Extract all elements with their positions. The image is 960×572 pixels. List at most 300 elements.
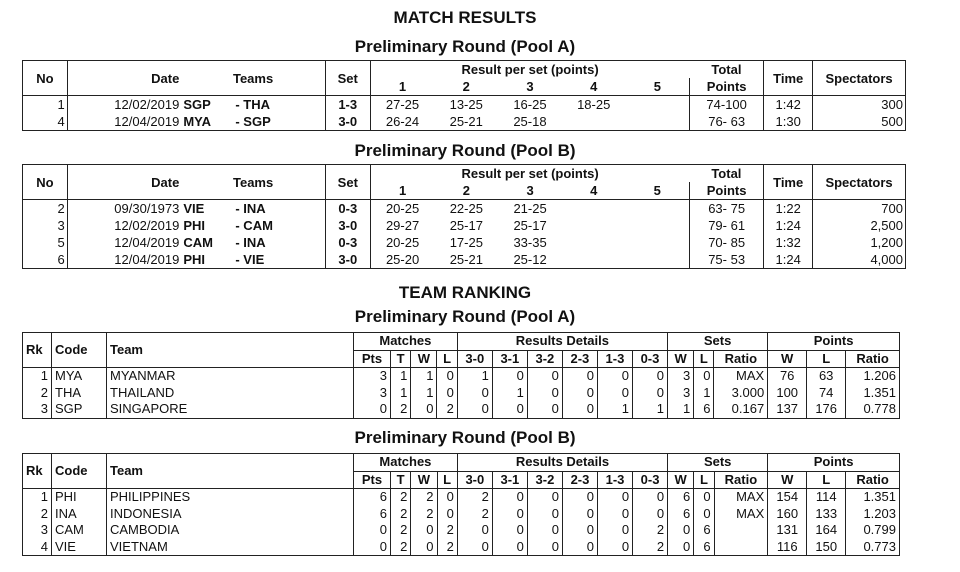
- stat-r13: 0: [597, 385, 632, 402]
- match-teams: [181, 234, 325, 251]
- stat-points-lost: 133: [807, 506, 846, 523]
- stat-r23: 0: [562, 506, 597, 523]
- stat-l: 0: [437, 506, 457, 523]
- stat-r32: 0: [527, 368, 562, 385]
- col-header-pw: W: [768, 471, 807, 489]
- team-home-code: VIE: [183, 201, 205, 216]
- total-points: 74-100: [690, 96, 764, 114]
- stat-r13: 0: [598, 539, 633, 556]
- col-header-r13: 1-3: [597, 350, 632, 368]
- pool-b-ranking-subtitle: Preliminary Round (Pool B): [354, 428, 576, 447]
- stat-t: 2: [391, 489, 411, 506]
- set-2-score: 22-25: [434, 200, 498, 218]
- match-no: 3: [23, 217, 68, 234]
- pool-b-results-subtitle: Preliminary Round (Pool B): [354, 141, 576, 160]
- stat-t: 2: [390, 401, 410, 418]
- stat-t: 1: [390, 385, 410, 402]
- col-header-w: W: [411, 471, 437, 489]
- stat-pts: 3: [354, 368, 391, 385]
- stat-t: 2: [391, 506, 411, 523]
- match-teams: [181, 113, 325, 131]
- stat-sl: 1: [694, 385, 714, 402]
- ranking-row: [23, 401, 900, 418]
- set-1-score: 20-25: [370, 200, 434, 218]
- ranking-row: [23, 506, 900, 523]
- set-5-score: [626, 113, 690, 131]
- col-header-pl: L: [807, 350, 846, 368]
- col-header-rank: Rk: [23, 454, 52, 489]
- stat-sw: 0: [668, 539, 694, 556]
- col-header-no: No: [23, 61, 68, 96]
- team-name: THAILAND: [107, 385, 354, 402]
- team-away-code: - SGP: [235, 114, 271, 129]
- stat-points-lost: 150: [807, 539, 846, 556]
- match-row: [23, 200, 906, 218]
- stat-sw: 1: [667, 401, 693, 418]
- set-2-score: 25-21: [449, 114, 483, 129]
- match-spectators: 4,000: [870, 252, 903, 267]
- match-row: [23, 234, 906, 251]
- match-time: 1:24: [764, 217, 813, 234]
- ranking-row: [23, 368, 900, 385]
- match-row: [23, 113, 906, 131]
- ranking-title: TEAM RANKING: [398, 283, 532, 302]
- col-header-set-1: 1: [398, 79, 407, 94]
- set-3-score: 25-18: [513, 114, 547, 129]
- match-teams: [181, 200, 325, 218]
- match-date: 12/04/2019: [114, 235, 180, 250]
- match-teams: [181, 96, 325, 114]
- stat-points-lost: 114: [807, 489, 846, 506]
- stat-points-won: 76: [768, 368, 807, 385]
- stat-sl: 6: [694, 539, 714, 556]
- set-4-score: [562, 217, 626, 234]
- stat-points-won: 131: [768, 522, 807, 539]
- set-3-score: 25-17: [513, 218, 547, 233]
- stat-points-ratio: 1.206: [846, 368, 900, 385]
- stat-points-won: 100: [768, 385, 807, 402]
- col-header-matches: Matches: [354, 333, 458, 351]
- stat-r03: 1: [632, 401, 667, 418]
- col-header-code: Code: [52, 333, 107, 368]
- team-code: VIE: [52, 539, 107, 556]
- col-header-r03: 0-3: [632, 350, 667, 368]
- ranking-row: [23, 522, 900, 539]
- ranking-row: [23, 489, 900, 506]
- match-no: 6: [23, 251, 68, 269]
- col-header-spectators: Spectators: [825, 70, 893, 86]
- match-set-score: 0-3: [325, 234, 370, 251]
- stat-r13: 0: [598, 522, 633, 539]
- col-header-set-3: 3: [526, 79, 534, 94]
- stat-sets-ratio: MAX: [714, 506, 768, 523]
- match-set-score: 3-0: [325, 113, 370, 131]
- stat-r23: 0: [562, 385, 597, 402]
- team-away-code: - THA: [235, 97, 271, 112]
- ranking-row: [23, 539, 900, 556]
- set-2-score: 13-25: [434, 96, 498, 114]
- set-1-score: 25-20: [385, 252, 420, 267]
- col-header-r30: 3-0: [457, 471, 492, 489]
- set-4-score: [562, 234, 626, 251]
- team-rank: 2: [23, 385, 52, 402]
- set-3-score: 21-25: [498, 200, 562, 218]
- pool-a-ranking-subtitle: Preliminary Round (Pool A): [354, 307, 576, 326]
- stat-r23: 0: [562, 368, 597, 385]
- stat-r32: 0: [527, 539, 562, 556]
- col-header-sw: W: [667, 350, 693, 368]
- col-header-r23: 2-3: [562, 471, 597, 489]
- stat-pts: 0: [354, 401, 391, 418]
- col-header-pw: W: [768, 350, 807, 368]
- col-header-total: Total: [690, 61, 764, 79]
- set-1-score: 27-25: [370, 96, 434, 114]
- stat-sets-ratio: [714, 522, 768, 539]
- col-header-set-2: 2: [462, 183, 470, 198]
- stat-sl: 0: [694, 506, 714, 523]
- col-header-set-3: 3: [526, 183, 534, 198]
- col-header-l: L: [437, 350, 457, 368]
- stat-sets-ratio: [714, 539, 768, 556]
- stat-points-ratio: 1.351: [846, 489, 900, 506]
- stat-points-ratio: 0.778: [846, 401, 900, 418]
- pool-b-ranking-table: [22, 453, 900, 556]
- pool-a-results-table: [22, 60, 906, 131]
- set-4-score: [562, 251, 626, 269]
- col-header-sets: Sets: [668, 454, 768, 472]
- stat-l: 0: [437, 489, 457, 506]
- col-header-set: Set: [325, 165, 370, 200]
- stat-pts: 3: [354, 385, 391, 402]
- col-header-total: Total: [690, 165, 764, 183]
- team-code: SGP: [52, 401, 107, 418]
- stat-points-ratio: 0.773: [846, 539, 900, 556]
- stat-w: 1: [411, 385, 437, 402]
- team-home-code: CAM: [183, 235, 213, 250]
- stat-w: 0: [411, 539, 437, 556]
- set-2-score: 17-25: [449, 235, 483, 250]
- col-header-r32: 3-2: [527, 350, 562, 368]
- total-points: 76- 63: [690, 113, 764, 131]
- col-header-sl: L: [694, 350, 714, 368]
- col-header-code: Code: [52, 454, 107, 489]
- stat-r30: 2: [457, 489, 492, 506]
- match-set-score: 3-0: [325, 217, 370, 234]
- match-set-score: 1-3: [325, 96, 370, 114]
- col-header-set: Set: [325, 61, 370, 96]
- match-no: 5: [23, 234, 68, 251]
- set-5-score: [625, 234, 689, 251]
- col-header-time: Time: [764, 165, 813, 200]
- set-3-score: 33-35: [513, 235, 547, 250]
- stat-sl: 6: [694, 522, 714, 539]
- team-code: INA: [52, 506, 107, 523]
- col-header-sl: L: [694, 471, 714, 489]
- team-rank: 4: [23, 539, 52, 556]
- col-header-set-4: 4: [590, 79, 598, 94]
- stat-pts: 6: [354, 489, 391, 506]
- stat-t: 2: [391, 539, 411, 556]
- col-header-pts: Pts: [354, 350, 391, 368]
- stat-l: 2: [437, 539, 457, 556]
- stat-w: 1: [411, 368, 437, 385]
- col-header-teams: Teams: [181, 165, 325, 200]
- match-time: 1:30: [764, 113, 813, 131]
- stat-sw: 0: [668, 522, 694, 539]
- match-spectators: 700: [813, 200, 906, 218]
- match-time: 1:24: [764, 251, 813, 269]
- team-name: CAMBODIA: [107, 522, 354, 539]
- col-header-r13: 1-3: [598, 471, 633, 489]
- stat-t: 1: [390, 368, 410, 385]
- stat-r13: 0: [598, 489, 633, 506]
- stat-r31: 1: [492, 385, 527, 402]
- stat-pts: 6: [354, 506, 391, 523]
- match-row: [23, 96, 906, 114]
- col-header-pl: L: [807, 471, 846, 489]
- total-points: 75- 53: [690, 251, 764, 269]
- team-rank: 1: [23, 489, 52, 506]
- set-1-score: 29-27: [385, 218, 420, 233]
- stat-w: 2: [411, 506, 437, 523]
- match-set-score: 0-3: [325, 200, 370, 218]
- total-points: 70- 85: [690, 234, 764, 251]
- team-away-code: - CAM: [235, 218, 273, 233]
- stat-points-won: 154: [768, 489, 807, 506]
- stat-r32: 0: [527, 522, 562, 539]
- set-2-score: 25-17: [449, 218, 483, 233]
- match-time: 1:42: [764, 96, 813, 114]
- col-header-results-details: Results Details: [457, 454, 667, 472]
- stat-pts: 0: [354, 522, 391, 539]
- match-time: 1:32: [764, 234, 813, 251]
- total-points: 63- 75: [690, 200, 764, 218]
- col-header-teams: Teams: [181, 61, 325, 96]
- team-home-code: PHI: [183, 218, 206, 233]
- col-header-points: Points: [768, 454, 900, 472]
- team-away-code: - VIE: [235, 252, 265, 267]
- team-name: MYANMAR: [107, 368, 354, 385]
- match-spectators: 500: [881, 114, 903, 129]
- set-1-score: 20-25: [385, 235, 420, 250]
- stat-r30: 1: [457, 368, 492, 385]
- match-date: 12/02/2019: [114, 218, 180, 233]
- set-3-score: 25-12: [513, 252, 547, 267]
- match-set-score: 3-0: [325, 251, 370, 269]
- stat-r32: 0: [527, 489, 562, 506]
- stat-w: 0: [411, 401, 437, 418]
- col-header-points: Points: [768, 333, 900, 351]
- col-header-pratio: Ratio: [846, 350, 900, 368]
- stat-r32: 0: [527, 385, 562, 402]
- stat-sw: 3: [667, 385, 693, 402]
- stat-r30: 0: [457, 385, 492, 402]
- stat-sw: 3: [667, 368, 693, 385]
- col-header-r32: 3-2: [527, 471, 562, 489]
- match-spectators: 1,200: [870, 235, 903, 250]
- col-header-r03: 0-3: [633, 471, 668, 489]
- set-5-score: [626, 96, 690, 114]
- set-2-score: 25-21: [449, 252, 483, 267]
- col-header-r31: 3-1: [492, 471, 527, 489]
- team-code: CAM: [52, 522, 107, 539]
- stat-l: 2: [437, 522, 457, 539]
- team-rank: 2: [23, 506, 52, 523]
- pool-b-results-table: [22, 164, 906, 269]
- stat-r13: 0: [598, 506, 633, 523]
- match-time: 1:22: [764, 200, 813, 218]
- col-header-sratio: Ratio: [714, 350, 768, 368]
- stat-r31: 0: [492, 522, 527, 539]
- match-row: [23, 251, 906, 269]
- team-rank: 3: [23, 522, 52, 539]
- match-row: [23, 217, 906, 234]
- stat-r31: 0: [492, 401, 527, 418]
- stat-sl: 0: [694, 368, 714, 385]
- stat-points-ratio: 0.799: [846, 522, 900, 539]
- stat-r03: 2: [633, 539, 668, 556]
- stat-r31: 0: [492, 368, 527, 385]
- stat-r23: 0: [562, 489, 597, 506]
- stat-r31: 0: [492, 489, 527, 506]
- stat-points-won: 116: [768, 539, 807, 556]
- team-code: THA: [52, 385, 107, 402]
- stat-l: 2: [437, 401, 457, 418]
- stat-points-lost: 164: [807, 522, 846, 539]
- match-date: 12/04/2019: [114, 114, 180, 129]
- col-header-set-4: 4: [590, 183, 598, 198]
- stat-l: 0: [437, 368, 457, 385]
- stat-r03: 0: [633, 506, 668, 523]
- set-5-score: [625, 251, 689, 269]
- stat-r03: 0: [632, 385, 667, 402]
- stat-points-won: 137: [768, 401, 807, 418]
- stat-r03: 0: [633, 489, 668, 506]
- stat-t: 2: [391, 522, 411, 539]
- stat-points-ratio: 1.351: [846, 385, 900, 402]
- team-rank: 3: [23, 401, 52, 418]
- col-header-rank: Rk: [23, 333, 52, 368]
- col-header-result-per-set: Result per set (points): [461, 62, 599, 77]
- team-name: SINGAPORE: [107, 401, 354, 418]
- stat-r32: 0: [527, 506, 562, 523]
- stat-r30: 0: [457, 401, 492, 418]
- match-no: 2: [23, 200, 68, 218]
- stat-w: 0: [411, 522, 437, 539]
- match-no: 4: [23, 113, 68, 131]
- col-header-set-1: 1: [398, 183, 407, 198]
- stat-r31: 0: [492, 506, 527, 523]
- col-header-spectators: Spectators: [825, 174, 893, 190]
- col-header-result-per-set: Result per set (points): [461, 166, 599, 181]
- set-3-score: 16-25: [498, 96, 562, 114]
- stat-sl: 0: [694, 489, 714, 506]
- col-header-results-details: Results Details: [457, 333, 667, 351]
- col-header-date: Date: [151, 70, 180, 86]
- stat-r03: 2: [633, 522, 668, 539]
- col-header-l: L: [437, 471, 457, 489]
- stat-r32: 0: [527, 401, 562, 418]
- stat-w: 2: [411, 489, 437, 506]
- stat-sets-ratio: MAX: [714, 489, 768, 506]
- team-home-code: PHI: [183, 252, 206, 267]
- page-title: MATCH RESULTS: [393, 8, 537, 27]
- col-header-matches: Matches: [354, 454, 458, 472]
- ranking-row: [23, 385, 900, 402]
- col-header-t: T: [390, 350, 410, 368]
- stat-r30: 2: [457, 506, 492, 523]
- stat-points-lost: 63: [807, 368, 846, 385]
- col-header-pts: Pts: [354, 471, 391, 489]
- col-header-r23: 2-3: [562, 350, 597, 368]
- col-header-w: W: [411, 350, 437, 368]
- col-header-points: Points: [690, 78, 764, 96]
- team-home-code: SGP: [183, 97, 211, 112]
- team-home-code: MYA: [183, 114, 212, 129]
- stat-sets-ratio: 0.167: [714, 401, 768, 418]
- stat-r13: 1: [597, 401, 632, 418]
- match-spectators: 300: [813, 96, 906, 114]
- col-header-r31: 3-1: [492, 350, 527, 368]
- match-date: 12/04/2019: [114, 252, 180, 267]
- stat-sl: 6: [694, 401, 714, 418]
- stat-sets-ratio: MAX: [714, 368, 768, 385]
- stat-sets-ratio: 3.000: [714, 385, 768, 402]
- match-teams: [181, 217, 325, 234]
- stat-r31: 0: [492, 539, 527, 556]
- stat-points-won: 160: [768, 506, 807, 523]
- team-code: MYA: [52, 368, 107, 385]
- pool-a-ranking-table: [22, 332, 900, 419]
- stat-points-ratio: 1.203: [846, 506, 900, 523]
- stat-l: 0: [437, 385, 457, 402]
- match-teams: [181, 251, 325, 269]
- stat-r30: 0: [457, 522, 492, 539]
- col-header-sw: W: [668, 471, 694, 489]
- stat-points-lost: 176: [807, 401, 846, 418]
- stat-r30: 0: [457, 539, 492, 556]
- col-header-team: Team: [107, 454, 354, 489]
- match-spectators: 2,500: [870, 218, 903, 233]
- col-header-points: Points: [690, 182, 764, 200]
- col-header-no: No: [23, 165, 68, 200]
- col-header-date: Date: [151, 174, 180, 190]
- team-away-code: - INA: [235, 235, 266, 250]
- set-4-score: [562, 200, 626, 218]
- team-name: PHILIPPINES: [107, 489, 354, 506]
- col-header-sratio: Ratio: [714, 471, 768, 489]
- team-name: INDONESIA: [107, 506, 354, 523]
- col-header-set-5: 5: [626, 78, 690, 96]
- pool-a-results-subtitle: Preliminary Round (Pool A): [354, 37, 576, 56]
- col-header-t: T: [391, 471, 411, 489]
- stat-sw: 6: [668, 506, 694, 523]
- team-rank: 1: [23, 368, 52, 385]
- match-no: 1: [23, 96, 68, 114]
- stat-r23: 0: [562, 401, 597, 418]
- col-header-pratio: Ratio: [846, 471, 900, 489]
- col-header-set-2: 2: [462, 79, 470, 94]
- set-1-score: 26-24: [385, 114, 420, 129]
- stat-sw: 6: [668, 489, 694, 506]
- col-header-sets: Sets: [667, 333, 767, 351]
- stat-points-lost: 74: [807, 385, 846, 402]
- stat-r13: 0: [597, 368, 632, 385]
- stat-r03: 0: [632, 368, 667, 385]
- col-header-time: Time: [764, 61, 813, 96]
- team-name: VIETNAM: [107, 539, 354, 556]
- match-date: 09/30/1973: [67, 200, 181, 218]
